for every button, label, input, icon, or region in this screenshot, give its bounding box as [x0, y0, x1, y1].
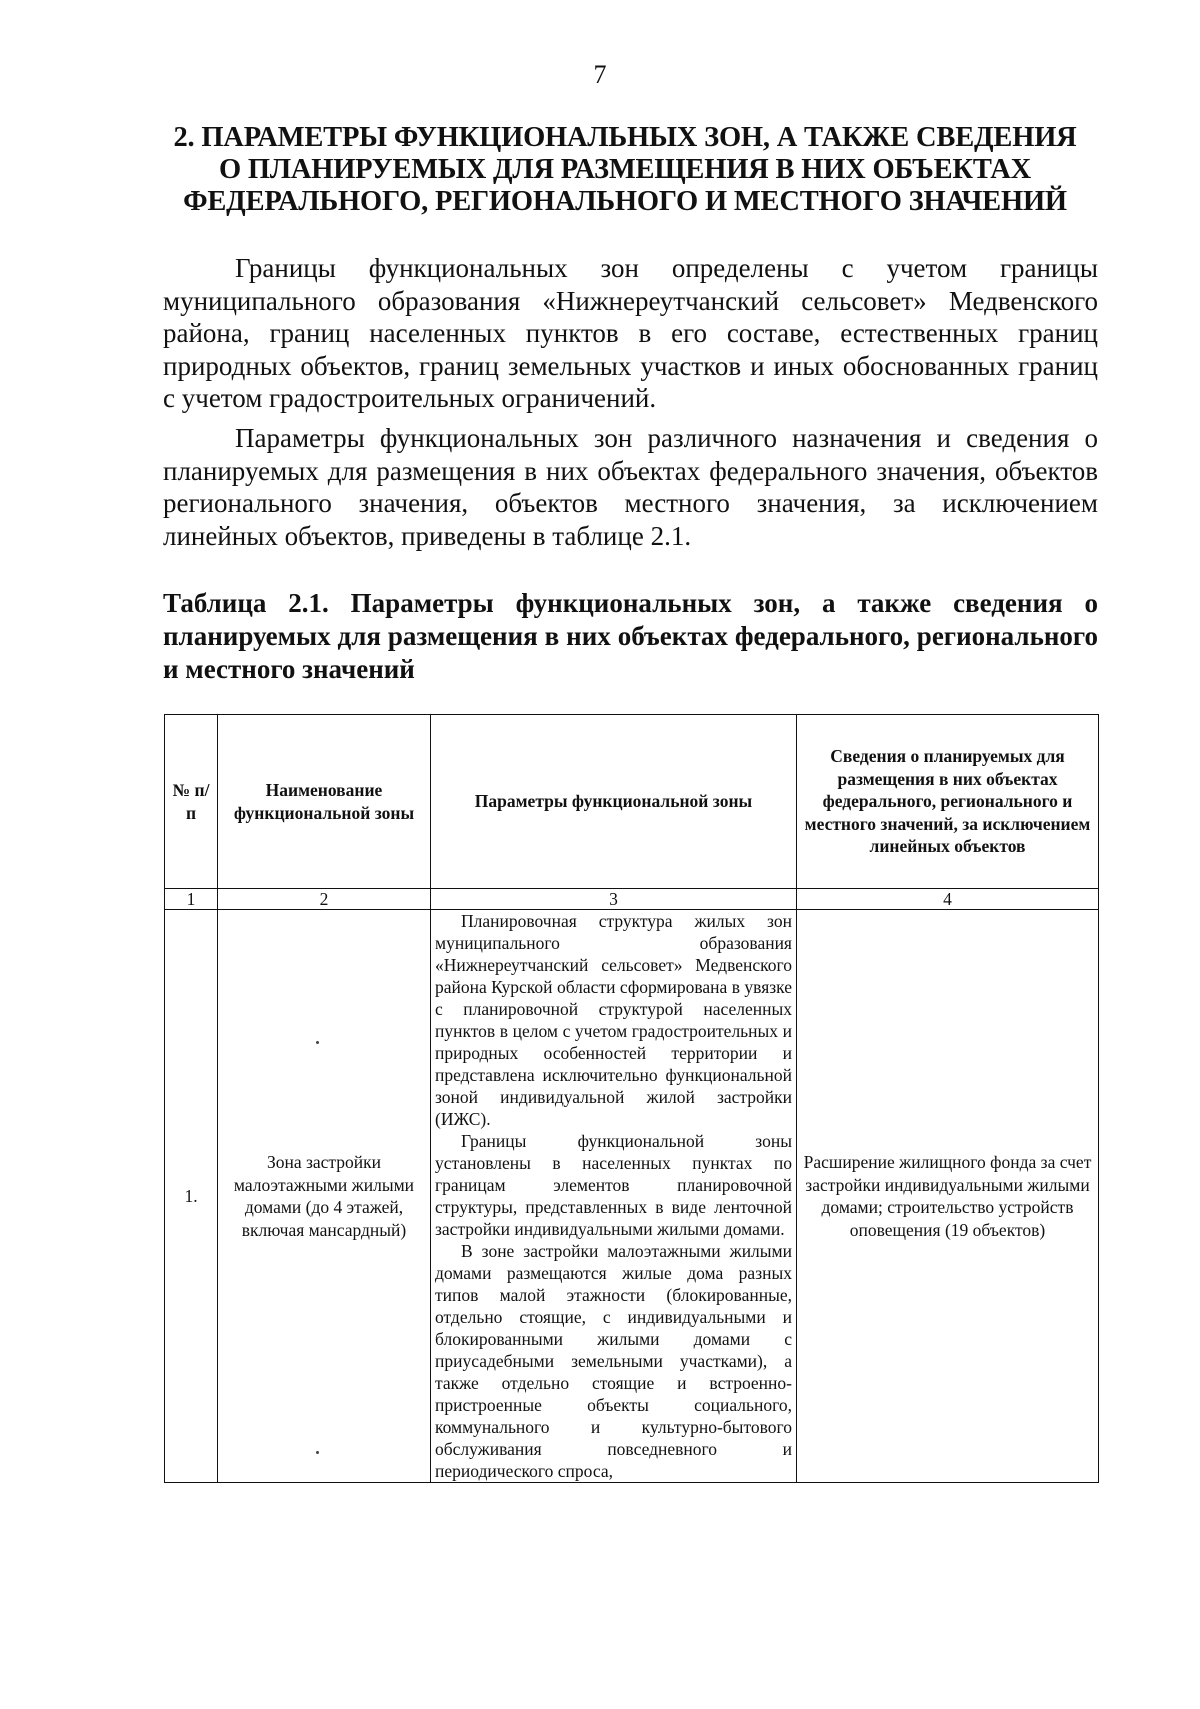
scan-speck [316, 1451, 319, 1454]
functional-zones-table [164, 714, 1099, 1483]
header-zone-params-text: Параметры функциональной зоны [474, 791, 753, 812]
column-number: 1 [165, 889, 218, 910]
header-zone-name [218, 715, 431, 889]
header-zone-params [431, 715, 797, 889]
header-num [165, 715, 218, 889]
section-heading-line: 2. ПАРАМЕТРЫ ФУНКЦИОНАЛЬНЫХ ЗОН, А ТАКЖЕ СВЕДЕНИЯ [173, 122, 1077, 153]
zone-parameters [431, 910, 797, 1483]
table-caption: Таблица 2.1. Параметры функциональных зон, а также сведения о планируемых для размещения в них объектах федерального, регионального и местного значений [163, 588, 1098, 684]
header-planned-objects [797, 715, 1099, 889]
planned-objects: Расширение жилищного фонда за счет застройки индивидуальными жилыми домами; строительство устройств оповещения (19 объектов) [797, 910, 1099, 1483]
table-header-row [165, 715, 1099, 889]
zone-parameters-paragraph: Границы функциональной зоны установлены в населенных пунктах по границам элементов планировочной структуры, представленных в виде ленточной застройки индивидуальными жилыми домами. [435, 1131, 792, 1239]
paragraph-text: Границы функциональных зон определены с учетом границы муниципального образования «Нижнереутчанский сельсовет» Медвенского района, границ населенных пунктов в его составе, естественных границ природных объектов, границ земельных участков и иных обоснованных границ с учетом градостроительных ограничений. [163, 253, 1098, 413]
page-number: 7 [593, 60, 607, 89]
table-row [165, 910, 1099, 1483]
paragraph-zone-parameters [163, 422, 1098, 552]
scan-speck [316, 1041, 319, 1044]
zone-parameters-paragraph: В зоне застройки малоэтажными жилыми домами размещаются жилые дома разных типов малой этажности (блокированные, отдельно стоящие, с индивидуальными и блокированными жилыми домами с приусадебными земельными участками), а также отдельно стоящие и встроенно-пристроенные объекты социального, коммунального и культурно-бытового обслуживания повседневного и периодического спроса, [435, 1241, 792, 1481]
column-number: 4 [797, 889, 1099, 910]
column-number: 2 [218, 889, 431, 910]
row-number: 1. [165, 910, 218, 1483]
zone-parameters-paragraph: Планировочная структура жилых зон муниципального образования «Нижнереутчанский сельсовет» Медвенского района Курской области сформирована в увязке с планировочной структурой населенных пунктов в целом с учетом градостроительных и природных особенностей территории и представлена исключительно функциональной зоной индивидуальной жилой застройки (ИЖС). [435, 911, 792, 1129]
section-heading-line: ФЕДЕРАЛЬНОГО, РЕГИОНАЛЬНОГО И МЕСТНОГО ЗНАЧЕНИЙ [183, 186, 1067, 217]
paragraph-zone-boundaries [163, 252, 1098, 415]
header-planned-objects-text: Сведения о планируемых для размещения в них объектах федерального, регионального и местного значений, за исключением линейных объектов [804, 746, 1091, 857]
paragraph-text: Параметры функциональных зон различного назначения и сведения о планируемых для размещения в них объектах федерального значения, объектов регионального значения, объектов местного значения, за исключением линейных объектов, приведены в таблице 2.1. [163, 423, 1098, 551]
section-heading [150, 122, 1100, 218]
header-zone-name-text: Наименование функциональной зоны [233, 780, 415, 823]
section-heading-line: О ПЛАНИРУЕМЫХ ДЛЯ РАЗМЕЩЕНИЯ В НИХ ОБЪЕКТАХ [218, 154, 1032, 185]
column-number: 3 [431, 889, 797, 910]
column-number-row [165, 889, 1099, 910]
zone-name: Зона застройки малоэтажными жилыми домами (до 4 этажей, включая мансардный) [218, 910, 431, 1483]
header-num-text: № п/п [172, 780, 210, 823]
